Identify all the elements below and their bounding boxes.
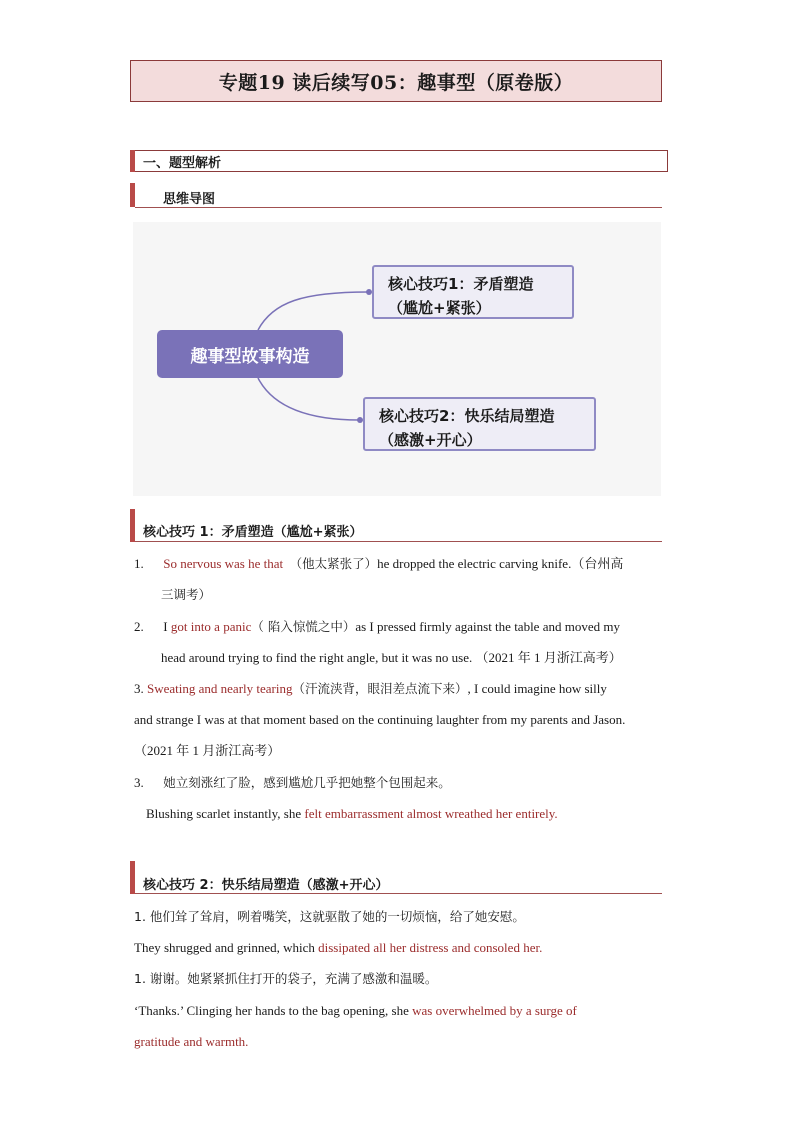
subsection-marker (130, 183, 135, 207)
key-phrase: was overwhelmed by a surge of (412, 1003, 577, 1018)
section-marker (130, 150, 135, 172)
skill1-underline (135, 541, 662, 542)
mind-map-center-node: 趣事型故事构造 (157, 330, 343, 378)
key-phrase: gratitude and warmth. (134, 1034, 249, 1049)
key-phrase: got into a panic (170, 619, 252, 634)
node-skill2-line2: （感激+开心） (379, 431, 482, 449)
key-phrase: So nervous was he that (163, 556, 284, 571)
skill1-item2-cont: head around trying to find the right angle, but it was no use. （2021 年 1 月浙江高考） (161, 650, 622, 665)
mind-map (133, 222, 661, 496)
section-heading: 一、题型解析 (143, 156, 222, 171)
skill2-heading: 核心技巧 2：快乐结局塑造（感激+开心） (143, 878, 389, 893)
skill1-item3-cont2: （2021 年 1 月浙江高考） (134, 743, 281, 758)
skill1-item1: 1. So nervous was he that （他太紧张了）he dropped the electric carving knife.（台州高 (134, 556, 624, 571)
skill2-item1-cn: 1. 他们耸了耸肩，咧着嘴笑，这就驱散了她的一切烦恼，给了她安慰。 (134, 909, 525, 924)
mind-map-node-skill1 (372, 265, 574, 319)
mind-map-node-skill2 (363, 397, 596, 451)
skill2-item2-cn: 1. 谢谢。她紧紧抓住打开的袋子，充满了感激和温暖。 (134, 971, 438, 986)
skill1-item4-cn: 3. 她立刻涨红了脸，感到尴尬几乎把她整个包围起来。 (134, 775, 451, 790)
skill2-underline (135, 893, 662, 894)
skill1-item3-cont1: and strange I was at that moment based on the continuing laughter from my parents and Jason. (134, 712, 626, 727)
key-phrase: Sweating and nearly tearing (147, 681, 293, 696)
skill1-item4-en: Blushing scarlet instantly, she felt embarrassment almost wreathed her entirely. (146, 806, 558, 821)
skill2-item1-en: They shrugged and grinned, which dissipated all her distress and consoled her. (134, 940, 543, 955)
node-skill2-line1: 核心技巧2：快乐结局塑造 (379, 407, 555, 425)
skill2-item2-en-cont (134, 1034, 248, 1050)
skill1-item1-cont: 三调考） (161, 587, 212, 602)
subsection-underline (135, 207, 662, 208)
skill1-heading: 核心技巧 1：矛盾塑造（尴尬+紧张） (143, 525, 363, 540)
skill2-marker (130, 861, 135, 894)
page-title: 专题19 读后续写05：趣事型（原卷版） (130, 60, 662, 102)
skill1-item3: 3. Sweating and nearly tearing（汗流浃背，眼泪差点流下来）, I could imagine how silly (134, 681, 607, 696)
key-phrase: dissipated all her distress and consoled her. (318, 940, 543, 955)
skill2-item2-en: ‘Thanks.’ Clinging her hands to the bag opening, she was overwhelmed by a surge of (134, 1003, 577, 1018)
skill1-item2: 2. I got into a panic（ 陷入惊慌之中）as I pressed firmly against the table and moved my (134, 619, 620, 634)
skill1-marker (130, 509, 135, 542)
subsection-heading: 思维导图 (163, 192, 216, 207)
node-skill1-line1: 核心技巧1：矛盾塑造 (388, 275, 534, 293)
node-skill1-line2: （尴尬+紧张） (388, 299, 491, 317)
key-phrase: felt embarrassment almost wreathed her entirely. (304, 806, 558, 821)
